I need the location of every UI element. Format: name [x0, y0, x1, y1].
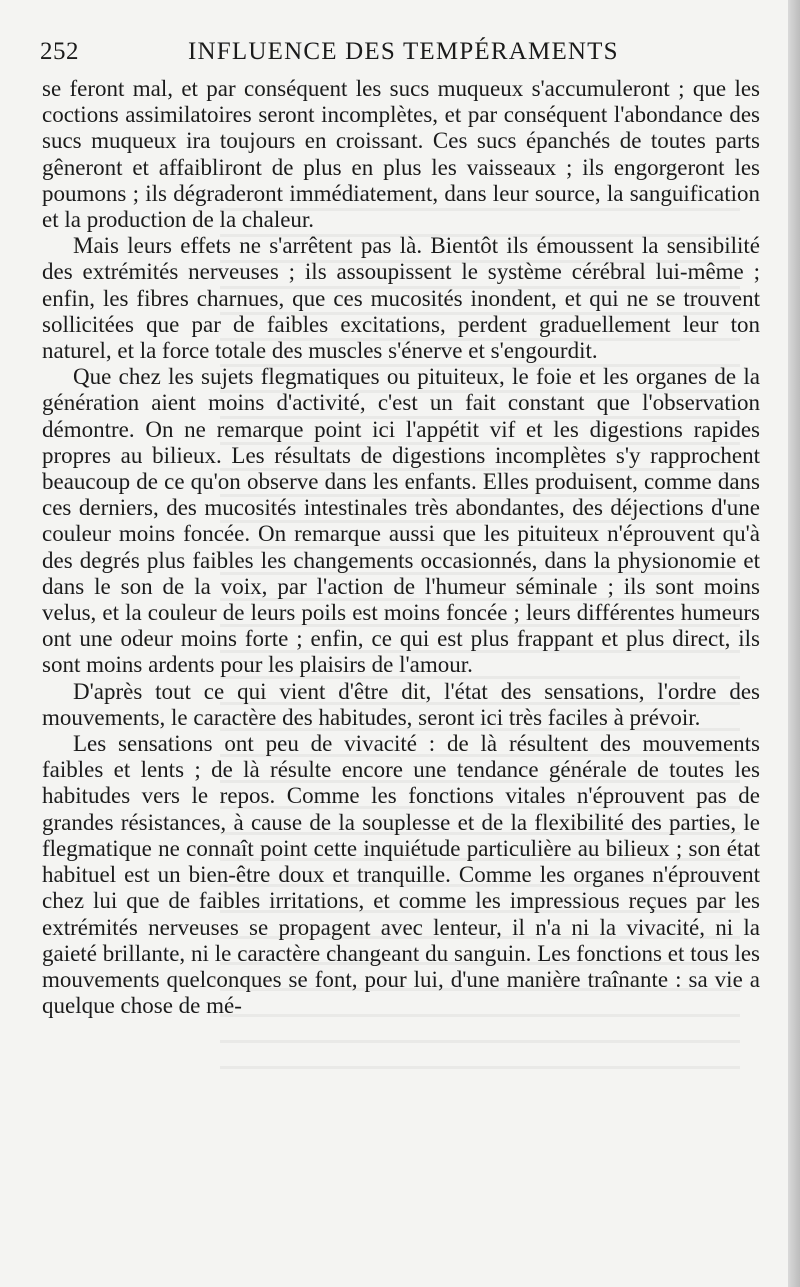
paragraph: D'après tout ce qui vient d'être dit, l'état des sensations, l'ordre des mouvements, le caractère des habitudes, seront ici très faciles à prévoir. — [42, 678, 760, 730]
paragraph-continued: se feront mal, et par conséquent les sucs muqueux s'accumuleront ; que les coctions assimilatoires seront incomplètes, et par conséquent l'abondance des sucs muqueux ira toujours en croissant. Ces sucs épanchés de toutes parts gêneront et affaibliront de plus en plus les vaisseaux ; ils engorgeront les poumons ; ils dégraderont immédiatement, dans leur source, la sanguification et la production de la chaleur. — [42, 76, 760, 233]
page-header — [40, 38, 640, 72]
running-title: INFLUENCE DES TEMPÉRAMENTS — [188, 38, 619, 65]
paragraph: Mais leurs effets ne s'arrêtent pas là. Bientôt ils émoussent la sensibilité des extrémités nerveuses ; ils assoupissent le système cérébral lui-même ; enfin, les fibres charnues, que ces mucosités inondent, et qui ne se trouvent sollicitées que par de faibles excitations, perdent graduellement leur ton naturel, et la force totale des muscles s'énerve et s'engourdit. — [42, 233, 760, 364]
page-edge — [788, 0, 800, 1287]
body-text — [42, 76, 760, 1019]
page-number: 252 — [40, 38, 79, 65]
paragraph: Les sensations ont peu de vivacité : de là résultent des mouvements faibles et lents ; de là résulte encore une tendance générale de toutes les habitudes vers le repos. Comme les fonctions vitales n'éprouvent pas de grandes résistances, à cause de la souplesse et de la flexibilité des parties, le flegmatique ne connaît point cette inquiétude particulière au bilieux ; son état habituel est un bien-être doux et tranquille. Comme les organes n'éprouvent chez lui que de faibles irritations, et comme les impressious reçues par les extrémités nerveuses se propagent avec lenteur, il n'a ni la vivacité, ni la gaieté brillante, ni le caractère changeant du sanguin. Les fonctions et tous les mouvements quelconques se font, pour lui, d'une manière traînante : sa vie a quelque chose de mé- — [42, 731, 760, 1019]
paragraph: Que chez les sujets flegmatiques ou pituiteux, le foie et les organes de la génération aient moins d'activité, c'est un fait constant que l'observation démontre. On ne remarque point ici l'appétit vif et les digestions rapides propres au bilieux. Les résultats de digestions incomplètes s'y rapprochent beaucoup de ce qu'on observe dans les enfants. Elles produisent, comme dans ces derniers, des mucosités intestinales très abondantes, des déjections d'une couleur moins foncée. On remarque aussi que les pituiteux n'éprouvent qu'à des degrés plus faibles les changements occasionnés, dans la physionomie et dans le son de la voix, par l'action de l'humeur séminale ; ils sont moins velus, et la couleur de leurs poils est moins foncée ; leurs différentes humeurs ont une odeur moins forte ; enfin, ce qui est plus frappant et plus direct, ils sont moins ardents pour les plaisirs de l'amour. — [42, 364, 760, 678]
